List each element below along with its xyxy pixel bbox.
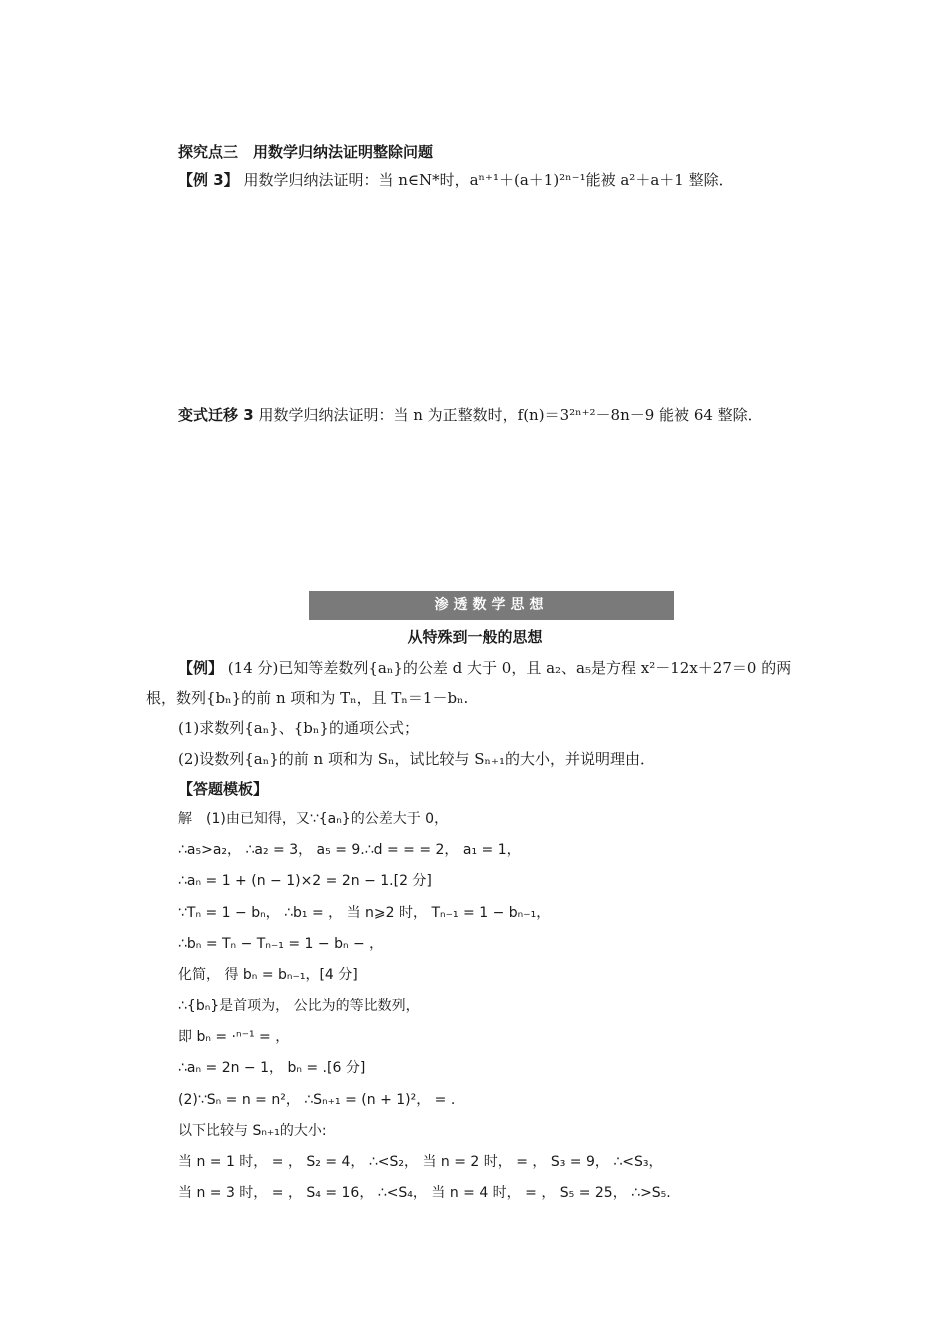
- example-question-2: (2)设数列{aₙ}的前 n 项和为 Sₙ，试比较与 Sₙ₊₁的大小，并说明理由．: [178, 750, 655, 768]
- answer-line: 以下比较与 Sₙ₊₁的大小:: [178, 1123, 327, 1139]
- answer-template-title: 【答题模板】: [178, 780, 269, 798]
- example-3-text: 用数学归纳法证明：当 n∈N*时，aⁿ⁺¹＋(a＋1)²ⁿ⁻¹能被 a²＋a＋1 整除．: [243, 171, 734, 189]
- variant-3-text: 用数学归纳法证明：当 n 为正整数时，f(n)＝3²ⁿ⁺²－8n－9 能被 64 整除．: [258, 406, 763, 424]
- example-line-1: [178, 658, 791, 678]
- example-text-1: (14 分)已知等差数列{aₙ}的公差 d 大于 0，且 a₂、a₅是方程 x²－12x＋27＝0 的两: [227, 659, 792, 677]
- answer-line: 当 n = 1 时， = ， S₂ = 4， ∴<S₂， 当 n = 2 时， = ， S₃ = 9， ∴<S₃，: [178, 1154, 663, 1170]
- answer-line: ∴bₙ = Tₙ − Tₙ₋₁ = 1 − bₙ − ，: [178, 936, 384, 952]
- section-banner: 渗透数学思想: [309, 591, 674, 620]
- example-tag: 【例】: [178, 659, 224, 677]
- answer-line: 即 bₙ = ·ⁿ⁻¹ = ，: [178, 1029, 290, 1045]
- example-question-1: (1)求数列{aₙ}、{bₙ}的通项公式；: [178, 719, 419, 737]
- example-3-tag: 【例 3】: [178, 171, 239, 189]
- answer-line: ∵Tₙ = 1 − bₙ， ∴b₁ = ， 当 n⩾2 时， Tₙ₋₁ = 1 − bₙ₋₁，: [178, 905, 551, 921]
- answer-line: ∴aₙ = 1 + (n − 1)×2 = 2n − 1.[2 分]: [178, 873, 432, 889]
- example-line-2: 根，数列{bₙ}的前 n 项和为 Tₙ，且 Tₙ＝1－bₙ.: [146, 689, 469, 707]
- variant-3-tag: 变式迁移 3: [178, 406, 254, 424]
- answer-line: ∴{bₙ}是首项为， 公比为的等比数列，: [178, 998, 420, 1014]
- example-3: [178, 170, 734, 190]
- answer-line: 化简， 得 bₙ = bₙ₋₁，[4 分]: [178, 967, 358, 983]
- answer-line: (2)∵Sₙ = n = n²， ∴Sₙ₊₁ = (n + 1)²， = .: [178, 1092, 456, 1108]
- subheading: 从特殊到一般的思想: [407, 628, 543, 646]
- answer-line: ∴a₅>a₂， ∴a₂ = 3， a₅ = 9.∴d = = = 2， a₁ = 1，: [178, 842, 521, 858]
- answer-line: ∴aₙ = 2n − 1， bₙ = .[6 分]: [178, 1060, 366, 1076]
- answer-line: 解 (1)由已知得，又∵{aₙ}的公差大于 0，: [178, 811, 449, 827]
- answer-line: 当 n = 3 时， = ， S₄ = 16， ∴<S₄， 当 n = 4 时， = ， S₅ = 25， ∴>S₅.: [178, 1185, 671, 1201]
- section-heading: 探究点三 用数学归纳法证明整除问题: [178, 143, 434, 161]
- variant-3: [178, 405, 763, 425]
